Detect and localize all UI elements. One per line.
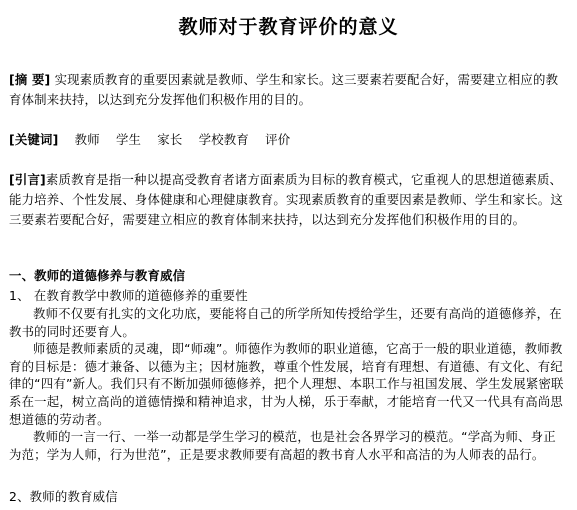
- keywords-label: [关键词]: [9, 132, 59, 147]
- intro-label: [引言]: [9, 172, 46, 187]
- body-paragraph: 教师不仅要有扎实的文化功底，要能将自己的所学所知传授给学生，还要有高尚的道德修养，在教书的同时还要育人。: [9, 306, 562, 339]
- body-paragraph: 教师的一言一行、一举一动都是学生学习的模范，也是社会各界学习的模范。“学高为师、身正为范；学为人师，行为世范”，正是要求教师要有高超的教书育人水平和高洁的为人师表的品行。: [9, 429, 556, 462]
- keyword-item: 学校教育: [198, 132, 249, 147]
- intro-paragraph: [9, 170, 565, 230]
- page-title: 教师对于教育评价的意义: [178, 16, 399, 38]
- subsection-heading: 1、 在教育教学中教师的道德修养的重要性: [9, 288, 248, 303]
- intro-text: 素质教育是指一种以提高受教育者诸方面素质为目标的教育模式，它重视人的思想道德素质、能力培养、个性发展、身体健康和心理健康教育。实现素质教育的重要因素是教师、学生和家长。这三要素若要配合好，需要建立相应的教育体制来扶持，以达到充分发挥他们积极作用的目的。: [9, 172, 563, 227]
- abstract-label: [摘 要]: [9, 72, 51, 87]
- keyword-item: 家长: [157, 132, 183, 147]
- keyword-item: 教师: [74, 132, 100, 147]
- abstract-text: 实现素质教育的重要因素就是教师、学生和家长。这三要素若要配合好，需要建立相应的教育体制来扶持，以达到充分发挥他们积极作用的目的。: [9, 72, 559, 107]
- abstract-paragraph: [9, 70, 565, 110]
- section-body: [9, 305, 565, 463]
- subsection-heading: 2、教师的教育威信: [9, 489, 118, 504]
- keywords-line: [9, 130, 565, 150]
- section-heading: 一、教师的道德修养与教育威信: [9, 268, 186, 283]
- keyword-item: 学生: [115, 132, 142, 147]
- keyword-item: 评价: [265, 132, 291, 147]
- body-paragraph: 师德是教师素质的灵魂，即“师魂”。师德作为教师的职业道德，它高于一般的职业道德，教师教育的目标是：德才兼备、以德为主；因材施教，尊重个性发展，培育有理想、有道德、有文化、有纪律的“四有”新人。我们只有不断加强师德修养，把个人理想、本职工作与祖国发展、学生发展紧密联系在一起，树立高尚的道德情操和精神追求，甘为人梯，乐于奉献，才能培育一代又一代具有高尚思想道德的劳动者。: [9, 341, 564, 427]
